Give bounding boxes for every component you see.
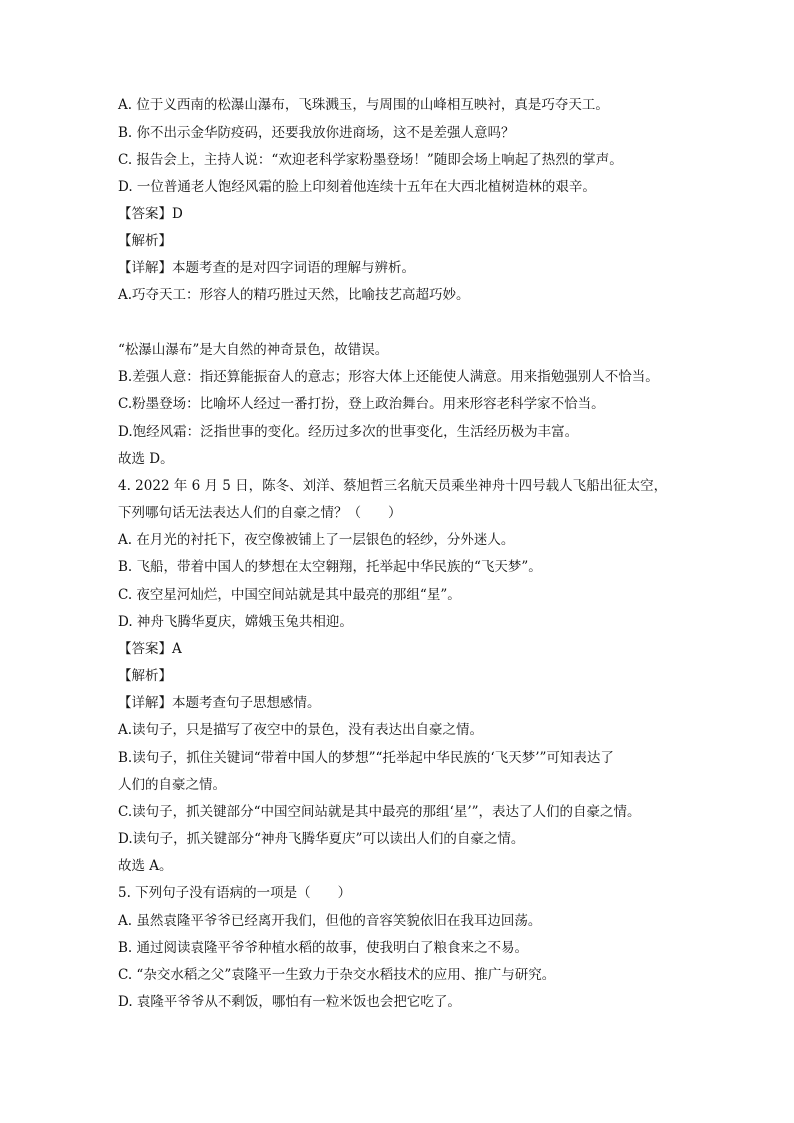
question-5-line: 5. 下列句子没有语病的一项是（ ）: [118, 885, 352, 901]
analysis-b-line: B.差强人意：指还算能振奋人的意志；形容大体上还能使人满意。用来指勉强别人不恰当。: [118, 369, 659, 385]
option-a-line: A. 位于义西南的松瀑山瀑布，飞珠溅玉，与周围的山峰相互映衬，真是巧夺天工。: [118, 97, 609, 113]
choice-line: 故选 D。: [118, 451, 174, 467]
q4-option-b: B. 飞船，带着中国人的梦想在太空翱翔，托举起中华民族的“飞天梦”。: [118, 559, 542, 575]
analysis-c-line: C.粉墨登场：比喻坏人经过一番打扮，登上政治舞台。用来形容老科学家不恰当。: [118, 396, 605, 412]
q4-choice-line: 故选 A。: [118, 858, 173, 874]
q5-option-d: D. 袁隆平爷爷从不剩饭，哪怕有一粒米饭也会把它吃了。: [118, 994, 461, 1010]
q4-answer-line: 【答案】A: [118, 641, 182, 657]
q5-option-a: A. 虽然袁隆平爷爷已经离开我们，但他的音容笑貌依旧在我耳边回荡。: [118, 913, 542, 929]
q4-analysis-b-line-2: 人们的自豪之情。: [118, 777, 226, 793]
q4-option-c: C. 夜空星河灿烂，中国空间站就是其中最亮的那组“星”。: [118, 587, 461, 603]
q4-analysis-b-line-1: B.读句子，抓住关键词“带着中国人的梦想”“托举起中华民族的‘飞天梦’”可知表达了: [118, 750, 614, 766]
option-b-line: B. 你不出示金华防疫码，还要我放你进商场，这不是差强人意吗？: [118, 125, 515, 141]
detail-heading: 【详解】本题考查的是对四字词语的理解与辨析。: [118, 260, 415, 276]
question-4-line-1: 4. 2022 年 6 月 5 日，陈冬、刘洋、蔡旭哲三名航天员乘坐神舟十四号载人飞船出征太空，: [118, 478, 668, 494]
q4-option-d: D. 神舟飞腾华夏庆，嫦娥玉兔共相迎。: [118, 614, 353, 630]
q4-analysis-c: C.读句子，抓关键部分“中国空间站就是其中最亮的那组‘星’”，表达了人们的自豪之情。: [118, 804, 641, 820]
option-d-line: D. 一位普通老人饱经风霜的脸上印刻着他连续十五年在大西北植树造林的艰辛。: [118, 179, 596, 195]
analysis-heading: 【解析】: [118, 233, 172, 249]
option-c-line: C. 报告会上，主持人说：“欢迎老科学家粉墨登场！”随即会场上响起了热烈的掌声。: [118, 152, 623, 168]
q5-option-c: C. “杂交水稻之父”袁隆平一生致力于杂交水稻技术的应用、推广与研究。: [118, 967, 556, 983]
q4-option-a: A. 在月光的衬托下，夜空像被铺上了一层银色的轻纱，分外迷人。: [118, 532, 515, 548]
question-4-line-2: 下列哪句话无法表达人们的自豪之情？（ ）: [118, 505, 402, 521]
q4-detail-heading: 【详解】本题考查句子思想感情。: [118, 695, 321, 711]
analysis-a-continuation: “松瀑山瀑布”是大自然的神奇景色，故错误。: [118, 342, 389, 358]
analysis-d-line: D.饱经风霜：泛指世事的变化。经历过多次的世事变化，生活经历极为丰富。: [118, 424, 579, 440]
q4-analysis-d: D.读句子，抓关键部分“神舟飞腾华夏庆”可以读出人们的自豪之情。: [118, 831, 525, 847]
q4-analysis-heading: 【解析】: [118, 668, 172, 684]
answer-line: 【答案】D: [118, 206, 183, 222]
q4-analysis-a: A.读句子，只是描写了夜空中的景色，没有表达出自豪之情。: [118, 722, 484, 738]
analysis-a-line: A.巧夺天工：形容人的精巧胜过天然，比喻技艺高超巧妙。: [118, 287, 470, 303]
q5-option-b: B. 通过阅读袁隆平爷爷种植水稻的故事，使我明白了粮食来之不易。: [118, 940, 529, 956]
